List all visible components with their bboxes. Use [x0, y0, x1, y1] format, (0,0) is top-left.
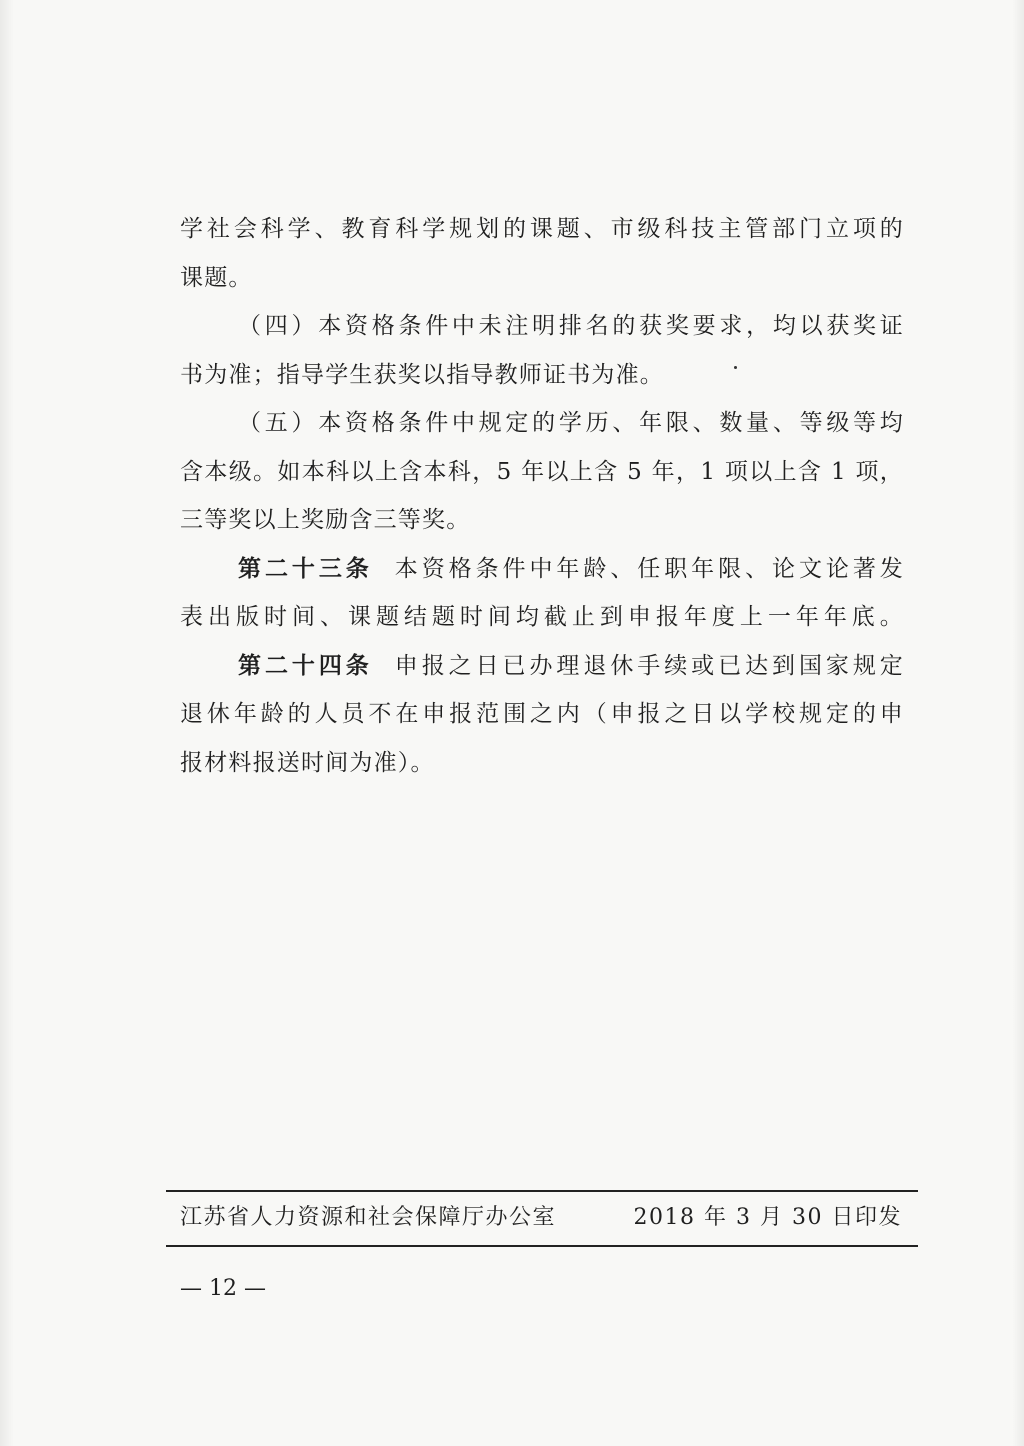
article-number: 第二十四条 — [238, 652, 373, 679]
text-line: 报材料报送时间为准）。 — [180, 749, 435, 776]
issuing-office: 江苏省人力资源和社会保障厅办公室 — [180, 1205, 557, 1230]
issue-date: 2018 年 3 月 30 日印发 — [633, 1205, 902, 1230]
text-line: 申报之日已办理退休手续或已达到国家规定 — [394, 652, 905, 679]
footer-top-rule — [166, 1190, 918, 1192]
text-line: 学社会科学、教育科学规划的课题、市级科技主管部门立项的 — [180, 216, 904, 242]
text-line: （四）本资格条件中未注明排名的获奖要求，均以获奖证 — [238, 313, 904, 339]
body-text — [180, 205, 904, 787]
text-line: 本资格条件中年龄、任职年限、论文论著发 — [394, 555, 905, 582]
text-line: 表出版时间、课题结题时间均截止到申报年度上一年年底。 — [180, 604, 904, 630]
text-line: 课题。 — [180, 264, 253, 291]
text-line: （五）本资格条件中规定的学历、年限、数量、等级等均 — [238, 410, 904, 436]
footer-bottom-rule — [166, 1245, 918, 1247]
article-23-line — [180, 545, 904, 594]
text-line: 退休年龄的人员不在申报范围之内（申报之日以学校规定的申 — [180, 701, 904, 727]
text-line: 含本级。如本科以上含本科，5 年以上含 5 年，1 项以上含 1 项， — [180, 458, 904, 485]
article-number: 第二十三条 — [238, 555, 373, 582]
page-number: — 12 — — [180, 1276, 266, 1301]
scan-speck — [734, 366, 737, 369]
text-line: 书为准；指导学生获奖以指导教师证书为准。 — [180, 361, 664, 388]
text-line: 三等奖以上奖励含三等奖。 — [180, 507, 471, 533]
article-24-line — [180, 642, 904, 691]
